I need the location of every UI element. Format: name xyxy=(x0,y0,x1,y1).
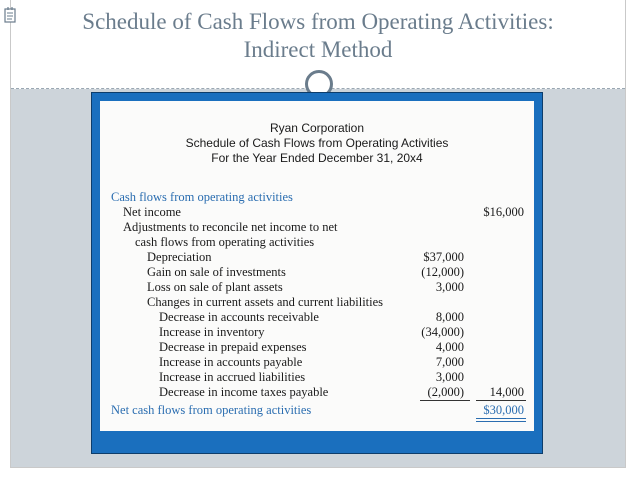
changes-row xyxy=(100,295,534,310)
slide-title-line1: Schedule of Cash Flows from Operating Activities: xyxy=(82,9,554,34)
change-row xyxy=(100,385,534,400)
item-row xyxy=(100,265,534,280)
slide-title-line2: Indirect Method xyxy=(243,37,393,62)
change-row xyxy=(100,325,534,340)
double-underline-bottom xyxy=(476,421,526,422)
net-cash-row xyxy=(100,403,534,418)
change-label: Decrease in income taxes payable xyxy=(159,385,329,399)
change-value: 7,000 xyxy=(435,355,464,369)
change-row xyxy=(100,310,534,325)
change-value: 4,000 xyxy=(435,340,464,354)
change-label: Increase in inventory xyxy=(159,325,265,339)
change-value: (2,000) xyxy=(427,385,464,399)
column1-underline xyxy=(420,400,470,401)
item-label: Depreciation xyxy=(147,250,212,264)
change-row xyxy=(100,340,534,355)
item-value: $37,000 xyxy=(423,250,464,264)
statement-period: For the Year Ended December 31, 20x4 xyxy=(211,151,423,165)
change-label: Increase in accrued liabilities xyxy=(159,370,306,384)
adjustments-total: 14,000 xyxy=(489,385,524,399)
change-value: (34,000) xyxy=(421,325,464,339)
adjust-label-1: Adjustments to reconcile net income to net xyxy=(123,220,338,234)
change-label: Decrease in accounts receivable xyxy=(159,310,319,324)
net-income-value: $16,000 xyxy=(483,205,524,219)
net-income-row xyxy=(100,205,534,220)
change-value: 8,000 xyxy=(435,310,464,324)
item-value: 3,000 xyxy=(435,280,464,294)
double-underline-top xyxy=(476,418,526,419)
net-cash-label: Net cash flows from operating activities xyxy=(111,403,312,417)
adjust-label-2: cash flows from operating activities xyxy=(135,235,315,249)
change-row xyxy=(100,355,534,370)
net-cash-value: $30,000 xyxy=(483,403,524,417)
item-row xyxy=(100,250,534,265)
company-name: Ryan Corporation xyxy=(269,121,365,135)
section-row xyxy=(100,190,534,205)
statement-heading: Schedule of Cash Flows from Operating Activities xyxy=(185,136,449,150)
section-label: Cash flows from operating activities xyxy=(111,190,293,204)
item-label: Gain on sale of investments xyxy=(147,265,286,279)
net-income-label: Net income xyxy=(123,205,181,219)
column2-underline xyxy=(476,400,526,401)
notes-icon xyxy=(3,6,17,24)
item-value: (12,000) xyxy=(421,265,464,279)
item-label: Loss on sale of plant assets xyxy=(147,280,283,294)
change-label: Decrease in prepaid expenses xyxy=(159,340,307,354)
change-row xyxy=(100,370,534,385)
change-label: Increase in accounts payable xyxy=(159,355,303,369)
adjust-row-2 xyxy=(100,235,534,250)
cash-flow-statement xyxy=(100,101,534,431)
slide-title xyxy=(11,8,625,64)
adjust-row-1 xyxy=(100,220,534,235)
change-value: 3,000 xyxy=(435,370,464,384)
item-row xyxy=(100,280,534,295)
changes-label: Changes in current assets and current liabilities xyxy=(147,295,384,309)
